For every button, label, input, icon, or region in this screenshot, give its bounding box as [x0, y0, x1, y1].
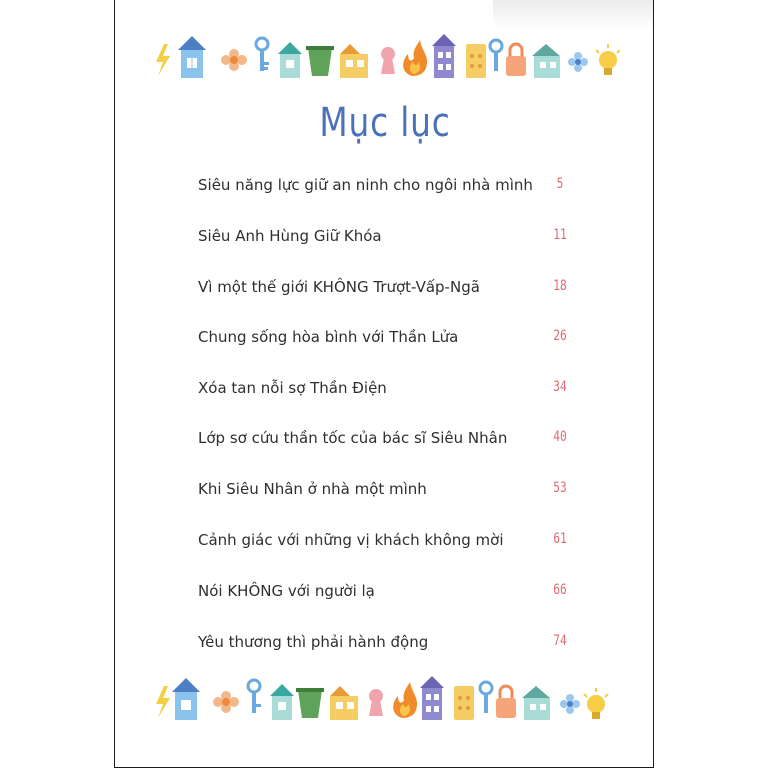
key-icon — [248, 680, 261, 713]
flower-icon — [213, 691, 239, 713]
decoration-row-top — [150, 32, 620, 82]
toc-item-page: 34 — [553, 379, 567, 395]
bucket-icon — [306, 46, 334, 76]
flower-icon — [221, 49, 247, 71]
toc-item[interactable] — [198, 272, 578, 302]
lightning-icon — [156, 686, 170, 718]
page-title: Mục lục — [319, 100, 451, 146]
yellow-house-icon — [330, 686, 358, 720]
light-bulb-icon — [596, 44, 620, 75]
toc-item-label: Chung sống hòa bình với Thần Lửa — [198, 328, 459, 346]
toc-item-label: Yêu thương thì phải hành động — [198, 633, 429, 651]
key-icon — [256, 38, 269, 71]
key-icon-2 — [490, 40, 502, 71]
toc-item-page: 18 — [553, 278, 567, 294]
fire-icon — [393, 682, 417, 718]
toc-item-page: 53 — [553, 480, 567, 496]
bucket-icon — [296, 688, 324, 718]
toc-item[interactable] — [198, 525, 578, 555]
padlock-icon — [496, 686, 516, 718]
toc-item[interactable] — [198, 221, 578, 251]
teal-house-icon — [270, 684, 294, 720]
toc-item-page: 11 — [553, 227, 567, 243]
yellow-house-icon — [340, 44, 368, 78]
toc-item[interactable] — [198, 474, 578, 504]
purple-house-icon — [420, 676, 444, 720]
toc-item-label: Vì một thế giới KHÔNG Trượt-Vấp-Ngã — [198, 278, 480, 296]
toc-item-label: Cảnh giác với những vị khách không mời — [198, 531, 504, 549]
key-icon-2 — [480, 682, 492, 713]
purple-house-icon — [432, 34, 456, 78]
toc-item-page: 61 — [553, 531, 567, 547]
toc-item-page: 66 — [553, 582, 567, 598]
light-bulb-icon — [584, 688, 608, 719]
toc-item[interactable] — [198, 627, 578, 657]
toc-item[interactable] — [198, 423, 578, 453]
toc-item-label: Lớp sơ cứu thần tốc của bác sĩ Siêu Nhân — [198, 429, 508, 447]
keyhole-icon — [381, 47, 395, 74]
power-socket-icon — [466, 44, 486, 78]
toc-item-label: Siêu năng lực giữ an ninh cho ngôi nhà mình — [198, 176, 533, 194]
blue-house-icon — [178, 36, 206, 78]
toc-item-page: 5 — [556, 176, 564, 192]
toc-item[interactable] — [198, 170, 578, 200]
toc-item-label: Khi Siêu Nhân ở nhà một mình — [198, 480, 427, 498]
toc-item-page: 40 — [553, 429, 567, 445]
decoration-row-bottom — [150, 674, 620, 724]
lightning-icon — [156, 44, 170, 76]
toc-item-label: Xóa tan nỗi sợ Thần Điện — [198, 379, 387, 397]
toc-item[interactable] — [198, 576, 578, 606]
toc-item-page: 26 — [553, 328, 567, 344]
toc-item-label: Nói KHÔNG với người lạ — [198, 582, 375, 600]
toc-item-page: 74 — [553, 633, 567, 649]
blue-house-icon — [172, 678, 200, 720]
keyhole-icon — [369, 689, 383, 716]
padlock-icon — [506, 44, 526, 76]
toc-item[interactable] — [198, 322, 578, 352]
fire-icon — [403, 40, 427, 76]
blue-flower-icon — [560, 694, 580, 714]
toc-item-label: Siêu Anh Hùng Giữ Khóa — [198, 227, 382, 245]
page-corner-shadow — [493, 0, 653, 30]
green-house-icon — [532, 44, 560, 78]
blue-flower-icon — [568, 52, 588, 72]
toc-item[interactable] — [198, 373, 578, 403]
green-house-icon — [522, 686, 550, 720]
power-socket-icon — [454, 686, 474, 720]
teal-house-icon — [278, 42, 302, 78]
